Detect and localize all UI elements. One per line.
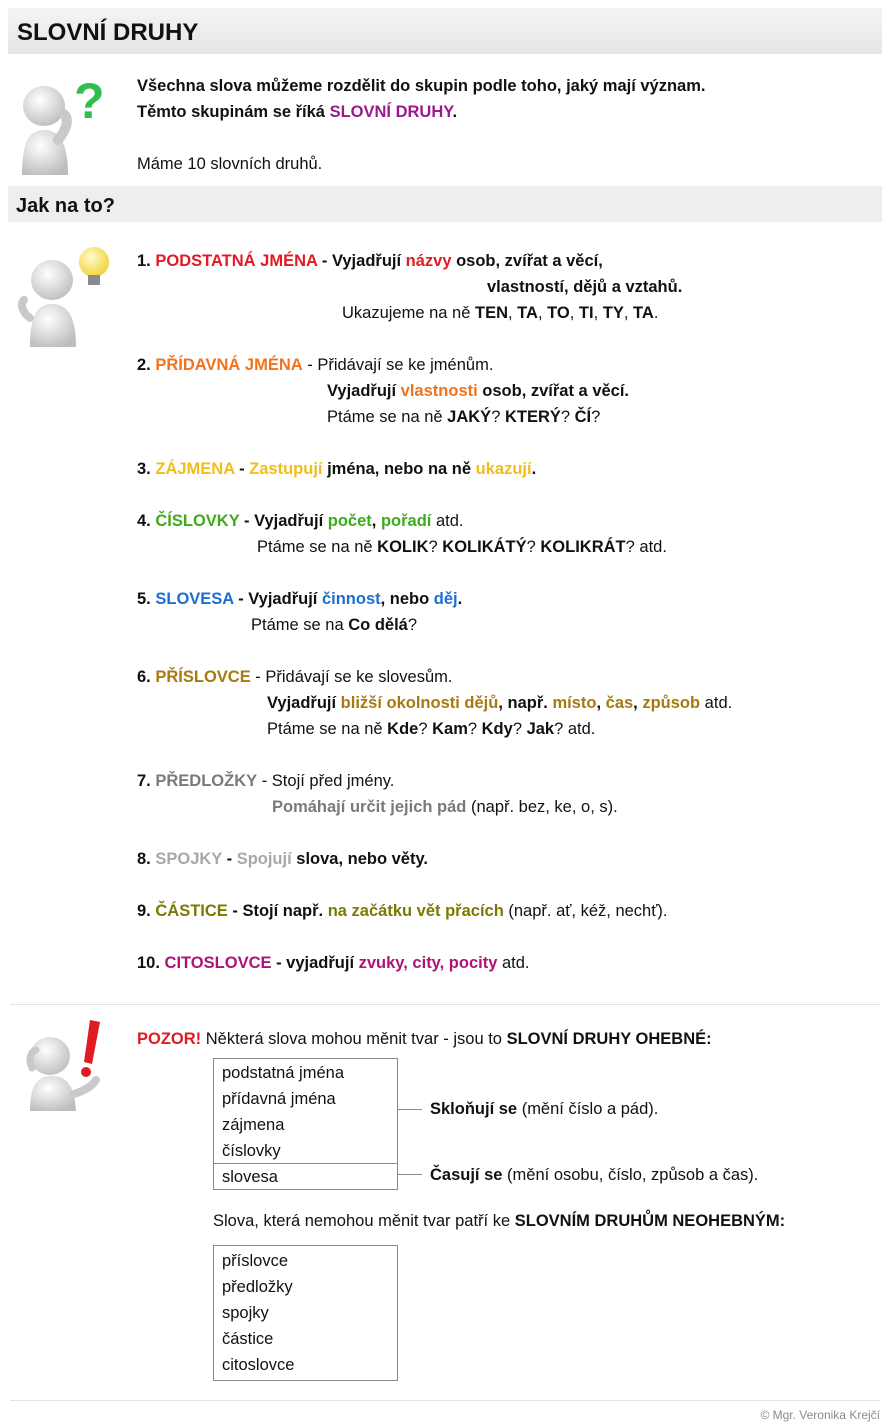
item-2-line-3: Ptáme se na ně JAKÝ? KTERÝ? ČÍ? [327,408,601,426]
thinking-figure-icon [14,70,114,175]
ohebne-box [213,1058,398,1190]
casuji-text: Časují se (mění osobu, číslo, způsob a čas). [430,1166,759,1184]
divider [10,1004,880,1005]
item-5-line-2: Ptáme se na Co dělá? [251,616,418,634]
neohebne-item: předložky [222,1278,293,1296]
pozor-line: POZOR! Některá slova mohou měnit tvar - jsou to SLOVNÍ DRUHY OHEBNÉ: [137,1030,712,1048]
lightbulb-figure-icon [14,242,114,347]
item-6-line-3: Ptáme se na ně Kde? Kam? Kdy? Jak? atd. [267,720,596,738]
intro-line-3: Máme 10 slovních druhů. [137,155,323,173]
svg-text:?: ? [74,73,105,129]
item-4: 4. ČÍSLOVKY - Vyjadřují počet, pořadí atd. [137,512,464,530]
section-title: Jak na to? [16,195,115,217]
box-divider [214,1163,397,1164]
intro-line-2: Těmto skupinám se říká SLOVNÍ DRUHY. [137,103,458,121]
sklonuji-text: Skloňují se (mění číslo a pád). [430,1100,659,1118]
page-title: SLOVNÍ DRUHY [17,19,199,46]
item-7: 7. PŘEDLOŽKY - Stojí před jmény. [137,772,395,790]
item-5: 5. SLOVESA - Vyjadřují činnost, nebo děj. [137,590,463,608]
item-6-line-2: Vyjadřují bližší okolnosti dějů, např. místo, čas, způsob atd. [267,694,733,712]
neohebne-item: částice [222,1330,274,1348]
ohebne-item: zájmena [222,1116,285,1134]
item-2-line-2: Vyjadřují vlastnosti osob, zvířat a věcí. [327,382,630,400]
item-7-line-2: Pomáhají určit jejich pád (např. bez, ke, o, s). [272,798,618,816]
item-6: 6. PŘÍSLOVCE - Přidávají se ke slovesům. [137,668,453,686]
footer-divider [10,1400,880,1401]
ohebne-item: slovesa [222,1168,278,1186]
item-8: 8. SPOJKY - Spojují slova, nebo věty. [137,850,429,868]
item-4-line-2: Ptáme se na ně KOLIK? KOLIKÁTÝ? KOLIKRÁT? atd. [257,538,667,556]
connector-line [398,1174,422,1175]
section-bar [8,186,882,222]
ohebne-item: přídavná jména [222,1090,336,1108]
item-2: 2. PŘÍDAVNÁ JMÉNA - Přidávají se ke jménům. [137,356,494,374]
item-1-line-2: vlastností, dějů a vztahů. [487,278,683,296]
item-3: 3. ZÁJMENA - Zastupují jména, nebo na ně ukazují. [137,460,537,478]
intro-line-1: Všechna slova můžeme rozdělit do skupin podle toho, jaký mají význam. [137,77,706,95]
item-9: 9. ČÁSTICE - Stojí např. na začátku vět přacích (např. ať, kéž, nechť). [137,902,668,920]
neohebne-box [213,1245,398,1381]
item-10: 10. CITOSLOVCE - vyjadřují zvuky, city, pocity atd. [137,954,530,972]
neohebne-item: spojky [222,1304,269,1322]
item-1-line-3: Ukazujeme na ně TEN, TA, TO, TI, TY, TA. [342,304,659,322]
footer-credit: © Mgr. Veronika Krejčí [760,1408,880,1422]
neohebne-item: příslovce [222,1252,289,1270]
neohebne-item: citoslovce [222,1356,295,1374]
neohebne-line: Slova, která nemohou měnit tvar patří ke SLOVNÍM DRUHŮM NEOHEBNÝM: [213,1212,786,1230]
warning-figure-icon [20,1016,120,1111]
ohebne-item: podstatná jména [222,1064,345,1082]
title-bar [8,8,882,54]
ohebne-item: číslovky [222,1142,281,1160]
connector-line [398,1109,422,1110]
item-1: 1. PODSTATNÁ JMÉNA - Vyjadřují názvy osob, zvířat a věcí, [137,252,603,270]
